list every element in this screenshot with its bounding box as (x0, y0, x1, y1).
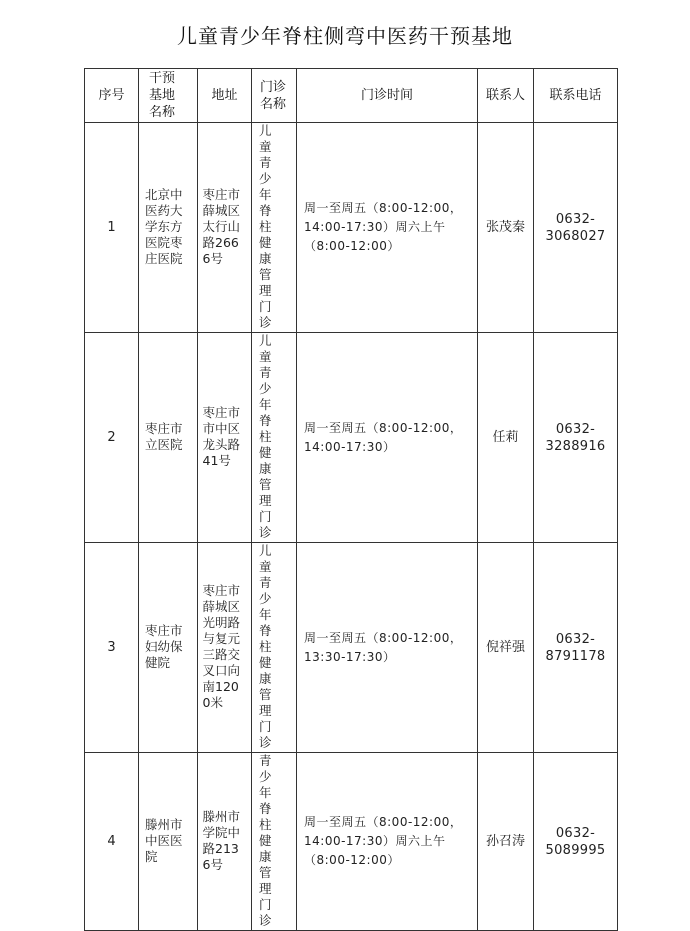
header-address: 地址 (198, 69, 252, 123)
contact-phone: 0632-3288916 (534, 333, 618, 543)
base-name: 北京中医药大学东方医院枣庄医院 (139, 123, 198, 333)
table-row (85, 753, 618, 931)
table-row (85, 123, 618, 333)
row-no: 3 (85, 543, 139, 753)
base-name: 枣庄市妇幼保健院 (139, 543, 198, 753)
page-title: 儿童青少年脊柱侧弯中医药干预基地 (177, 24, 513, 48)
clinic-name: 儿童青少年脊柱健康管理门诊 (252, 543, 297, 753)
row-no: 4 (85, 753, 139, 931)
row-no: 1 (85, 123, 139, 333)
header-contact: 联系人 (478, 69, 534, 123)
contact-phone: 0632-3068027 (534, 123, 618, 333)
header-no: 序号 (85, 69, 139, 123)
base-name: 滕州市中医医院 (139, 753, 198, 931)
table-row (85, 333, 618, 543)
contact-person: 任莉 (478, 333, 534, 543)
header-base: 干预基地名称 (139, 69, 198, 123)
contact-person: 孙召涛 (478, 753, 534, 931)
table-row (85, 543, 618, 753)
base-name: 枣庄市立医院 (139, 333, 198, 543)
contact-phone: 0632-5089995 (534, 753, 618, 931)
clinic-hours: 周一至周五（8:00-12:00，13:30-17:30） (297, 543, 478, 753)
row-no: 2 (85, 333, 139, 543)
address: 枣庄市市中区龙头路41号 (198, 333, 252, 543)
address: 枣庄市薛城区光明路与复元三路交叉口向南1200米 (198, 543, 252, 753)
header-clinic: 门诊名称 (252, 69, 297, 123)
contact-person: 倪祥强 (478, 543, 534, 753)
contact-person: 张茂秦 (478, 123, 534, 333)
clinic-hours: 周一至周五（8:00-12:00，14:00-17:30）周六上午（8:00-12:00） (297, 123, 478, 333)
address: 滕州市学院中路2136号 (198, 753, 252, 931)
clinic-name: 儿童青少年脊柱健康管理门诊 (252, 333, 297, 543)
clinic-hours: 周一至周五（8:00-12:00，14:00-17:30） (297, 333, 478, 543)
clinic-hours: 周一至周五（8:00-12:00，14:00-17:30）周六上午（8:00-12:00） (297, 753, 478, 931)
contact-phone: 0632-8791178 (534, 543, 618, 753)
header-row (85, 69, 618, 123)
clinic-name: 青少年脊柱健康管理门诊 (252, 753, 297, 931)
header-hours: 门诊时间 (297, 69, 478, 123)
address: 枣庄市薛城区太行山路2666号 (198, 123, 252, 333)
header-phone: 联系电话 (534, 69, 618, 123)
clinic-name: 儿童青少年脊柱健康管理门诊 (252, 123, 297, 333)
base-table (84, 68, 618, 931)
